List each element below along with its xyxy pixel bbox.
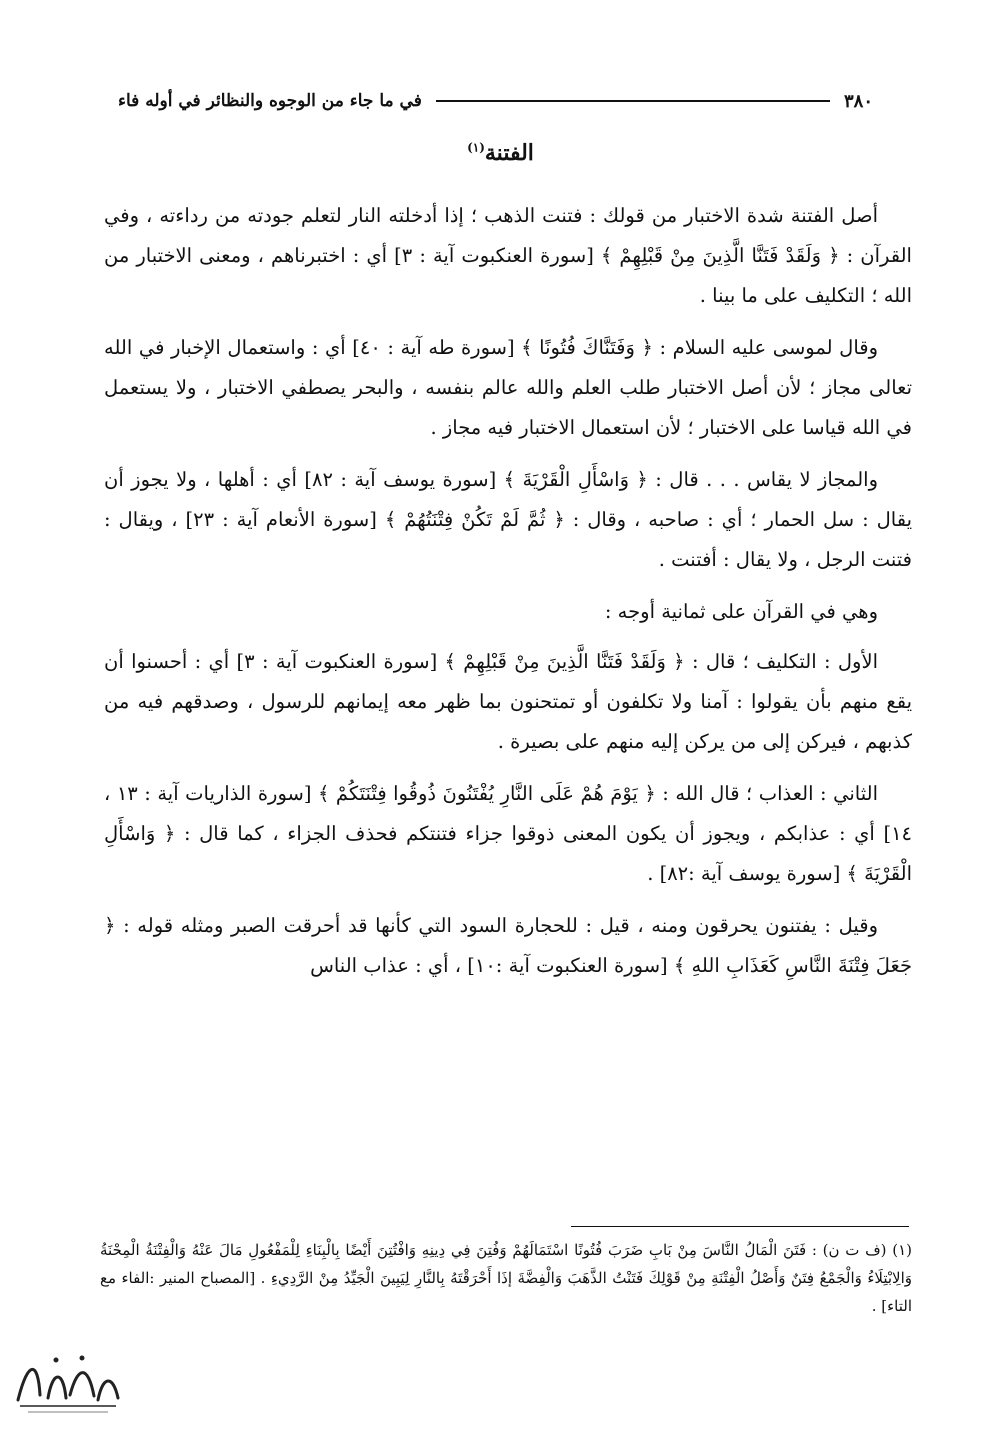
section-title bbox=[0, 140, 1001, 166]
paragraph: والمجاز لا يقاس . . . قال : ﴿ وَاسْأَلِ الْقَرْيَةَ ﴾ [سورة يوسف آية : ٨٢] أي : أهلها ، ولا يجوز أن يقال : سل الحمار ؛ أي : صاحبه ، وقال : ﴿ ثُمَّ لَمْ تَكُنْ فِتْنَتُهُمْ ﴾ [سورة الأنعام آية : ٢٣] ، ويقال : فتنت الرجل ، ولا يقال : أفتنت . bbox=[104, 468, 912, 571]
publisher-logo bbox=[8, 1340, 128, 1420]
paragraph: وقيل : يفتنون يحرقون ومنه ، قيل : للحجارة السود التي كأنها قد أحرقت الصبر ومثله قوله : ﴿ جَعَلَ فِتْنَةَ النَّاسِ كَعَذَابِ اللهِ ﴾ [سورة العنكبوت آية :١٠] ، أي : عذاب الناس bbox=[104, 914, 912, 977]
paragraph: وقال لموسى عليه السلام : ﴿ وَفَتَنَّاكَ فُتُونًا ﴾ [سورة طه آية : ٤٠] أي : واستعمال الإخبار في الله تعالى مجاز ؛ لأن أصل الاختبار طلب العلم والله عالم بنفسه ، والبحر يصطفي الاختبار ، ولا يستعمل في الله قياسا على الاختبار ؛ لأن استعمال الاختبار فيه مجاز . bbox=[104, 336, 912, 439]
running-header bbox=[118, 86, 904, 116]
footnote-marker: (١) bbox=[467, 140, 485, 155]
paragraph: الثاني : العذاب ؛ قال الله : ﴿ يَوْمَ هُمْ عَلَى النَّارِ يُفْتَنُونَ ذُوقُوا فِتْنَتَكُمْ ﴾ [سورة الذاريات آية : ١٣ ، ١٤] أي : عذابكم ، ويجوز أن يكون المعنى ذوقوا جزاء فتنتكم فحذف الجزاء ، كما قال : ﴿ وَاسْأَلِ الْقَرْيَةَ ﴾ [سورة يوسف آية :٨٢] . bbox=[104, 782, 913, 885]
footnote: (١) (ف ت ن) : فَتَنَ الْمَالُ النَّاسَ مِنْ بَابِ ضَرَبَ فُتُونًا اسْتَمَالَهُمْ وَفُتِنَ فِي دِينِهِ وَافْتُتِنَ أَيْضًا بِالْبِنَاءِ لِلْمَفْعُولِ مَالَ عَنْهُ وَالْفِتْنَةُ الْمِحْنَةُ وَالِابْتِلَاءُ وَالْجَمْعُ فِتَنٌ وَأَصْلُ الْفِتْنَةِ مِنْ قَوْلِكَ فَتَنْتُ الذَّهَبَ وَالْفِضَّةَ إذَا أَحْرَقْتَهُ بِالنَّارِ لِيَبِينَ الْجَيِّدُ مِنْ الرَّدِيءِ . [المصباح المنير :الفاء مع التاء] . bbox=[100, 1241, 912, 1315]
footnote-rule bbox=[571, 1226, 909, 1227]
page-number: ٣٨٠ bbox=[844, 90, 874, 112]
header-rule bbox=[436, 100, 830, 102]
section-title-text: الفتنة bbox=[484, 140, 534, 166]
paragraph: أصل الفتنة شدة الاختبار من قولك : فتنت الذهب ؛ إذا أدخلته النار لتعلم جودته من رداءته ، وفي القرآن : ﴿ وَلَقَدْ فَتَنَّا الَّذِينَ مِنْ قَبْلِهِمْ ﴾ [سورة العنكبوت آية : ٣] أي : اختبرناهم ، ومعنى الاختبار من الله ؛ التكليف على ما بينا . bbox=[104, 204, 912, 307]
paragraph: الأول : التكليف ؛ قال : ﴿ وَلَقَدْ فَتَنَّا الَّذِينَ مِنْ قَبْلِهِمْ ﴾ [سورة العنكبوت آية : ٣] أي : أحسنوا أن يقع منهم بأن يقولوا : آمنا ولا تكلفون أو تمتحنون بما ظهر معه إيمانهم للرسول ، وصدقهم فيه من كذبهم ، فيركن إلى من يركن إليه منهم على بصيرة . bbox=[104, 650, 912, 753]
body-text bbox=[104, 196, 912, 998]
running-header-title: في ما جاء من الوجوه والنظائر في أوله فاء bbox=[118, 91, 422, 111]
paragraph: وهي في القرآن على ثمانية أوجه : bbox=[604, 600, 878, 623]
logo-calligraphy-icon bbox=[8, 1340, 128, 1420]
